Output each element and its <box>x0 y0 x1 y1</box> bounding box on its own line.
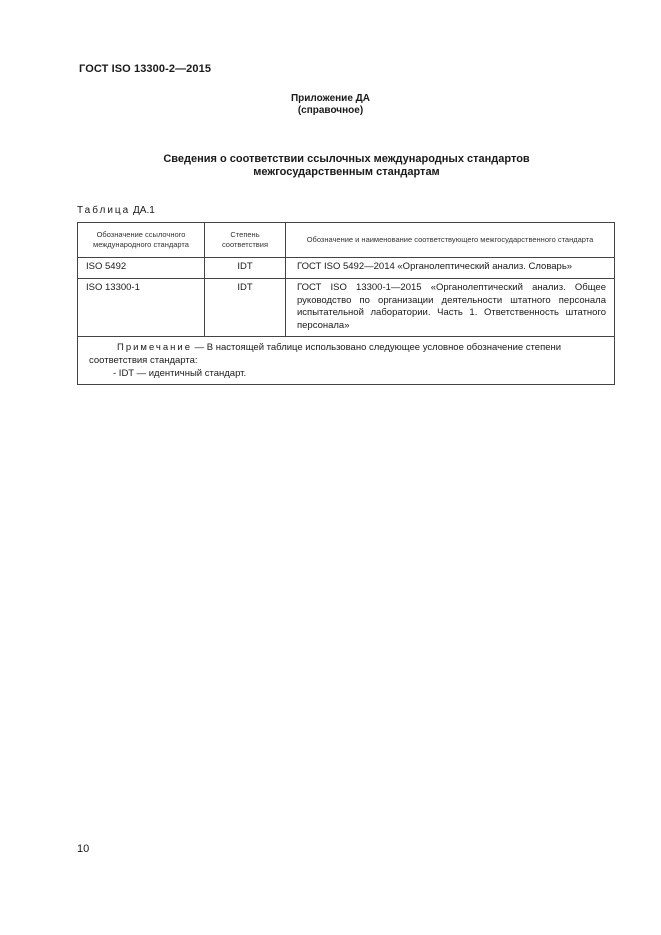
cell-reference: ISO 13300-1 <box>78 279 205 337</box>
header-interstate-standard: Обозначение и наименование соответствующего межгосударственного стандарта <box>286 223 615 258</box>
table-row <box>78 258 615 279</box>
cell-reference: ISO 5492 <box>78 258 205 279</box>
annex-subtitle: (справочное) <box>297 105 364 116</box>
annex-heading <box>0 93 661 117</box>
annex-title: Приложение ДА <box>290 93 371 104</box>
cell-degree: IDT <box>205 258 286 279</box>
note-label: Примечание <box>117 342 192 353</box>
cell-standard: ГОСТ ISO 5492—2014 «Органолептический анализ. Словарь» <box>286 258 615 279</box>
correspondence-table <box>77 222 615 385</box>
table-note-row <box>78 337 615 385</box>
header-reference-standard: Обозначение ссылочного международного стандарта <box>78 223 205 258</box>
table-row <box>78 279 615 337</box>
section-title <box>0 153 661 179</box>
table-header-row <box>78 223 615 258</box>
page-number: 10 <box>77 843 90 855</box>
table-caption-number: ДА.1 <box>133 205 155 216</box>
cell-standard: ГОСТ ISO 13300-1—2015 «Органолептический анализ. Общее руководство по организации деятельности штатного персонала испытательной лаборатории. Часть 1. Ответственность штатного персонала» <box>286 279 615 337</box>
note-text: — В настоящей таблице использовано следующее условное обозначение степени соответствия стандарта: <box>89 342 562 366</box>
header-degree: Степень соответствия <box>205 223 286 258</box>
section-title-line-2: межгосударственным стандартам <box>253 166 440 178</box>
table-caption-word: Таблица <box>77 205 131 216</box>
table-caption <box>77 205 155 216</box>
table-note <box>78 337 615 385</box>
section-title-line-1: Сведения о соответствии ссылочных международных стандартов <box>163 153 530 165</box>
cell-degree: IDT <box>205 279 286 337</box>
note-item: - IDT — идентичный стандарт. <box>113 368 247 379</box>
document-code: ГОСТ ISO 13300-2—2015 <box>79 63 212 75</box>
